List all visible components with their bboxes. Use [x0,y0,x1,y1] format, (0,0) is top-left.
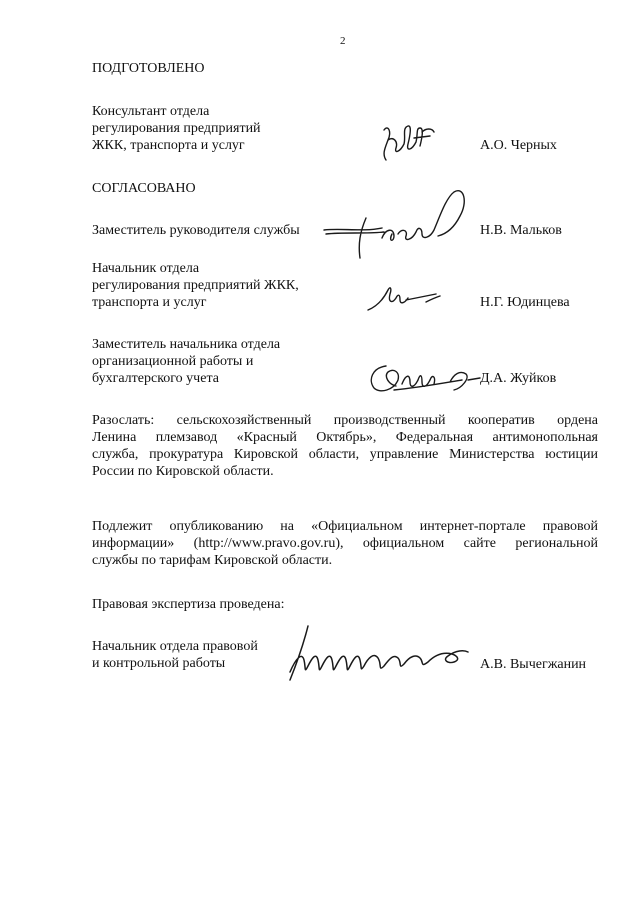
signer-3-name: Д.А. Жуйков [480,371,557,386]
publication-paragraph [92,518,598,569]
prepared-position-line: Консультант отдела [92,104,210,119]
prepared-name: А.О. Черных [480,138,557,153]
signer-2-name: Н.Г. Юдинцева [480,295,570,310]
publication-line: службы по тарифам Кировской области. [92,553,333,568]
signer-3-position-line: Заместитель начальника отдела [92,337,281,352]
signer-3-position [92,336,280,387]
signer-1-name: Н.В. Мальков [480,223,562,238]
signer-2-position-line: транспорта и услуг [92,295,207,310]
publication-line: Подлежит опубликованию на «Официальном интернет-портале правовой [92,519,598,534]
distribution-line: Разослать: сельскохозяйственный производственный кооператив ордена [92,413,598,428]
distribution-line: Ленина племзавод «Красный Октябрь», Федеральная антимонопольная [92,430,598,445]
distribution-paragraph [92,412,598,480]
signature-yudintseva [366,282,446,316]
prepared-position-line: регулирования предприятий [92,121,261,136]
distribution-line: России по Кировской области. [92,464,274,479]
signature-chernykh [378,122,438,170]
legal-review-statement: Правовая экспертиза проведена: [92,597,285,612]
signer-2-position-line: Начальник отдела [92,261,200,276]
page-number: 2 [340,35,346,47]
legal-review-position-line: Начальник отдела правовой [92,639,258,654]
prepared-heading: ПОДГОТОВЛЕНО [92,61,205,76]
distribution-line: служба, прокуратура Кировской области, управление Министерства юстиции [92,447,598,462]
signature-malkov [322,188,472,260]
prepared-position [92,103,261,154]
signature-vychegzhanin [282,622,472,684]
signer-1-position: Заместитель руководителя службы [92,223,300,238]
signer-2-position [92,260,299,311]
signer-3-position-line: бухгалтерского учета [92,371,219,386]
legal-review-position [92,638,258,672]
signature-zhuykov [366,360,482,400]
agreed-heading: СОГЛАСОВАНО [92,181,196,196]
legal-review-position-line: и контрольной работы [92,656,226,671]
signer-2-position-line: регулирования предприятий ЖКК, [92,278,299,293]
publication-line: информации» (http://www.pravo.gov.ru), официальном сайте региональной [92,536,598,551]
prepared-position-line: ЖКК, транспорта и услуг [92,138,245,153]
legal-review-name: А.В. Вычегжанин [480,657,587,672]
signer-3-position-line: организационной работы и [92,354,254,369]
